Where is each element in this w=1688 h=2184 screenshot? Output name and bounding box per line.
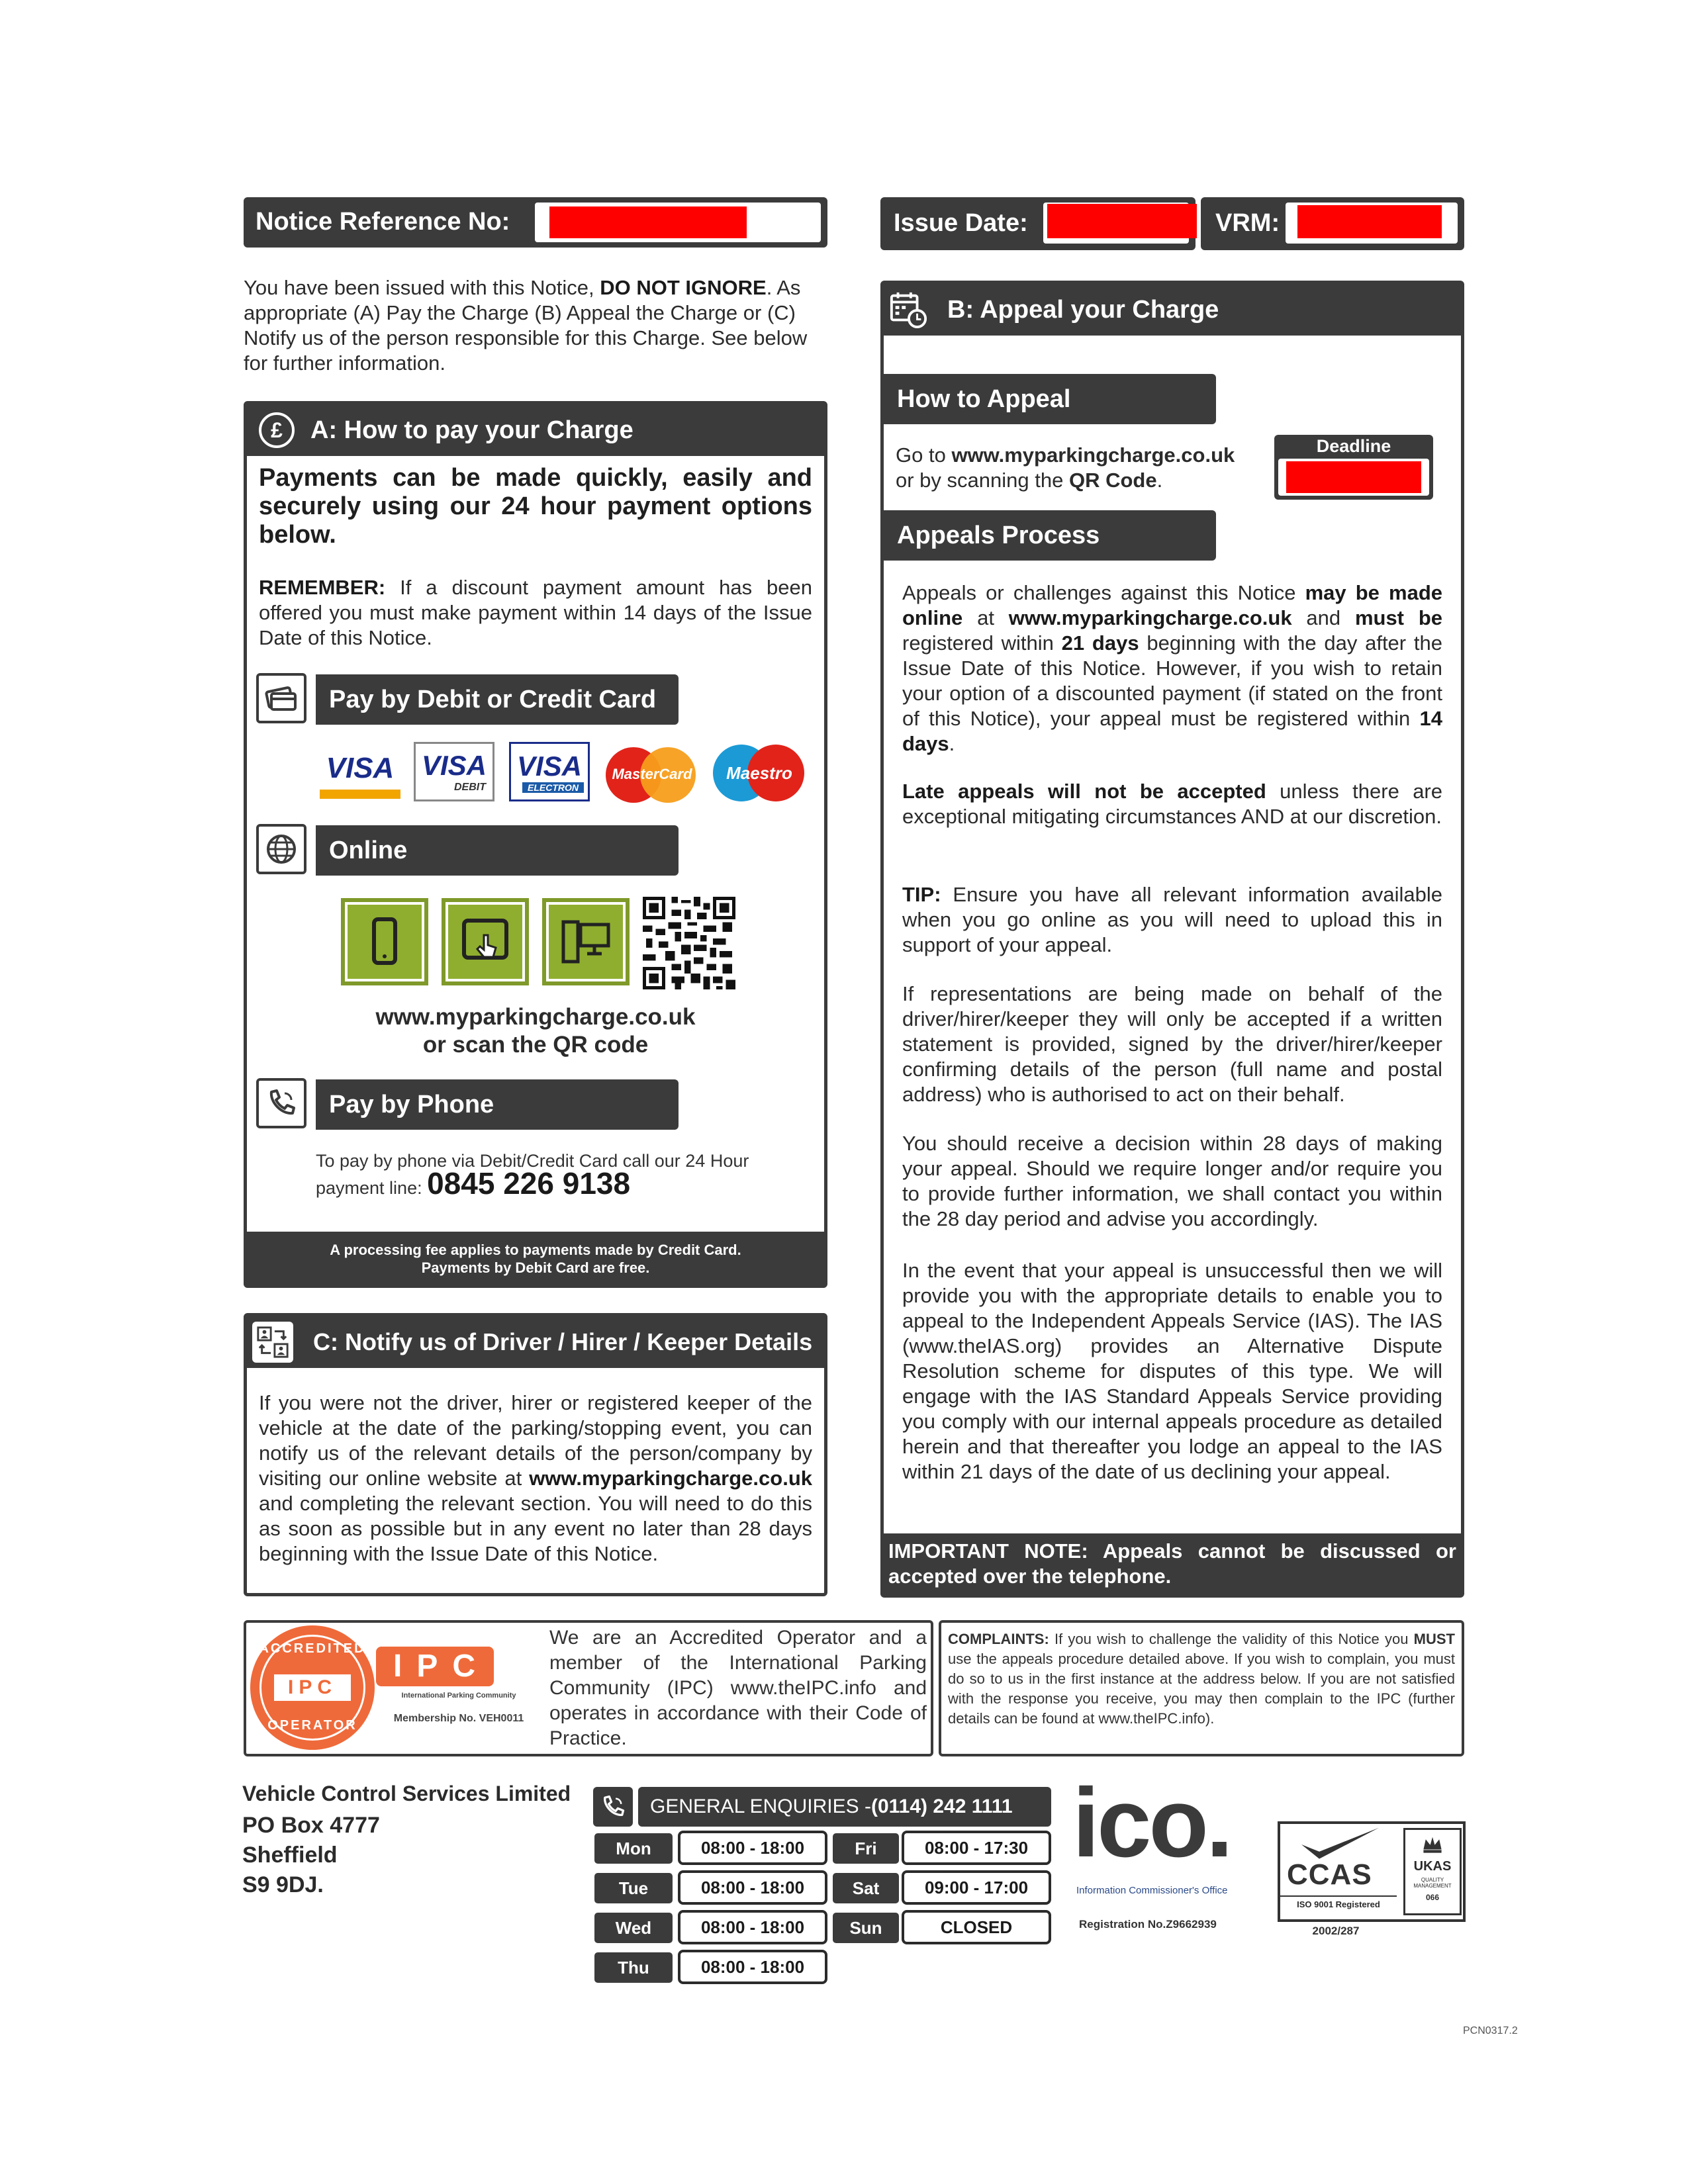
notice-reference-redaction	[549, 206, 747, 238]
address-line-1: PO Box 4777	[242, 1813, 380, 1838]
intro-text: You have been issued with this Notice, DO NOT IGNORE. As appropriate (A) Pay the Charge (B) Appeal the Charge or (C) Notify us of the person responsible for this Charge. See below for further information.	[244, 276, 808, 375]
online-title: Online	[329, 836, 408, 864]
appeals-process-header	[884, 510, 1216, 561]
visa-card-logo: VISA	[320, 747, 400, 799]
phone-icon-box	[256, 1078, 306, 1128]
vrm-label: VRM:	[1215, 209, 1280, 237]
appeals-paragraph-2: Late appeals will not be accepted unless there are exceptional mitigating circumstances AND at our discretion.	[902, 780, 1442, 828]
how-to-appeal-text: Go to www.myparkingcharge.co.uk or by scanning the QR Code.	[896, 443, 1235, 492]
hours-value-mon: 08:00 - 18:00	[678, 1831, 827, 1865]
section-c-notify	[244, 1313, 827, 1596]
ccas-cert-number: 2002/287	[1312, 1925, 1360, 1937]
hours-day-sun: Sun	[833, 1913, 899, 1943]
ccas-logo-area: CCAS	[1284, 1827, 1393, 1893]
phone-icon	[263, 1085, 299, 1121]
issue-date-label: Issue Date:	[894, 209, 1028, 237]
hours-day-sat: Sat	[833, 1873, 899, 1903]
form-code: PCN0317.2	[1463, 2025, 1518, 2036]
crown-icon	[1421, 1833, 1444, 1855]
hours-day-tue: Tue	[594, 1873, 673, 1903]
notice-reference-label: Notice Reference No:	[256, 208, 510, 236]
ico-registration: Registration No.Z9662939	[1079, 1918, 1217, 1931]
online-icon-box	[256, 824, 306, 874]
how-to-appeal-header	[884, 374, 1216, 424]
ico-subtitle: Information Commissioner's Office	[1076, 1885, 1228, 1896]
transfer-person-icon	[252, 1322, 293, 1363]
ico-logo: ico.	[1072, 1768, 1231, 1878]
tablet-device-tile	[442, 898, 529, 985]
section-c-text: If you were not the driver, hirer or registered keeper of the vehicle at the date of the parking/stopping event, you can notify us of the relevant details of the person/company by visiting our online website at www.myparkingcharge.co.uk and completing the relevant section. You will need to do this as soon as possible but in any event no later than 28 days beginning with the Issue Date of this Notice.	[259, 1391, 812, 1565]
phone-payment-text: To pay by phone via Debit/Credit Card call our 24 Hour payment line: 0845 226 9138	[316, 1151, 749, 1201]
qr-code	[643, 897, 735, 989]
hours-value-wed: 08:00 - 18:00	[678, 1910, 827, 1944]
globe-icon	[263, 831, 299, 867]
appeals-paragraph-6: In the event that your appeal is unsuccessful then we will provide you with the appropriate details to enable you to appeal to the Independent Appeals Service (IAS). The IAS (www.theIAS.org) provides an Alternative Dispute Resolution scheme for disputes of this type. We will engage with the IAS Standard Appeals Service providing you comply with our internal appeals procedure as detailed herein and that thereafter you lodge an appeal to the IAS within 21 days of the date of us declining your appeal.	[902, 1259, 1442, 1483]
ccas-iso: ISO 9001 Registered	[1280, 1895, 1397, 1909]
card-icon-box	[256, 673, 306, 723]
ukas-mark: UKAS QUALITY MANAGEMENT 066	[1403, 1828, 1462, 1915]
calendar-clock-icon	[889, 291, 927, 329]
section-b-title: B: Appeal your Charge	[947, 295, 1219, 324]
ipc-accreditation-box	[244, 1620, 933, 1756]
phone-payment-number: 0845 226 9138	[427, 1166, 631, 1201]
ipc-logo: IPC	[376, 1647, 532, 1686]
payment-lead: Payments can be made quickly, easily and securely using our 24 hour payment options below.	[259, 464, 812, 549]
processing-fee-bar	[244, 1232, 827, 1285]
appeals-paragraph-5: You should receive a decision within 28 days of making your appeal. Should we require longer and/or require you to provide further information, we shall contact you within the 28 day period and advise you accordingly.	[902, 1132, 1442, 1230]
section-c-title: C: Notify us of Driver / Hirer / Keeper Details	[313, 1328, 813, 1355]
pound-icon: £	[259, 412, 295, 448]
hours-day-fri: Fri	[833, 1833, 899, 1864]
company-name: Vehicle Control Services Limited	[242, 1782, 571, 1805]
processing-fee-line2: Payments by Debit Card are free.	[421, 1259, 650, 1276]
mastercard-logo: MasterCard	[606, 747, 698, 803]
hours-value-tue: 08:00 - 18:00	[678, 1870, 827, 1905]
ipc-text: We are an Accredited Operator and a member of the International Parking Community (IPC) www.theIPC.info and operates in accordance with their Code of Practice.	[549, 1627, 927, 1749]
issue-date-box	[880, 197, 1196, 250]
section-b-header	[884, 284, 1461, 336]
deadline-label: Deadline	[1316, 436, 1391, 456]
appeals-paragraph-4: If representations are being made on behalf of the driver/hirer/keeper they will only be accepted if a written statement is provided, signed by the driver/hirer/keeper confirming details of the person (full name and postal address) who is authorised to act on their behalf.	[902, 982, 1442, 1106]
credit-card-icon	[263, 680, 299, 716]
deadline-box	[1274, 435, 1433, 500]
phone-payment-title: Pay by Phone	[329, 1090, 494, 1118]
card-payment-title: Pay by Debit or Credit Card	[329, 685, 657, 713]
important-note-bar: IMPORTANT NOTE: Appeals cannot be discussed or accepted over the telephone.	[880, 1533, 1464, 1594]
hours-value-sun: CLOSED	[902, 1910, 1051, 1944]
section-a-pay	[244, 401, 827, 1288]
hours-day-wed: Wed	[594, 1913, 673, 1943]
complaints-text: COMPLAINTS: If you wish to challenge the validity of this Notice you MUST use the appeals procedure detailed above. If you wish to complain, you must do so to us in the first instance at the address below. If you are not satisfied with the response you receive, you may then complain to the IPC (further details can be found at www.theIPC.info).	[948, 1631, 1455, 1727]
how-to-appeal-url: www.myparkingcharge.co.uk	[951, 443, 1235, 467]
address-line-2: Sheffield	[242, 1843, 338, 1868]
visa-electron-logo: VISA ELECTRON	[509, 742, 590, 801]
enquiries-header	[593, 1787, 1051, 1827]
section-c-header	[247, 1316, 824, 1368]
ccas-check-icon	[1284, 1827, 1390, 1862]
section-c-url: www.myparkingcharge.co.uk	[529, 1467, 812, 1490]
enquiries-phone-number: (0114) 242 1111	[870, 1796, 1013, 1817]
online-scan-text: or scan the QR code	[422, 1032, 649, 1058]
ipc-logo-subtitle: International Parking Community	[401, 1692, 516, 1700]
desktop-device-tile	[542, 898, 630, 985]
ipc-membership-number: Membership No. VEH0011	[393, 1713, 524, 1724]
ipc-accredited-badge: ACCREDITED IPC OPERATOR	[250, 1625, 375, 1750]
enquiries-phone-icon	[593, 1787, 633, 1827]
hours-value-sat: 09:00 - 17:00	[902, 1870, 1051, 1905]
appeals-paragraph-1: Appeals or challenges against this Notice may be made online at www.myparkingcharge.co.uk and must be registered within 21 days beginning with the day after the Issue Date of this Notice. However, if you wish to retain your option of a discounted payment (if stated on the front of this Notice), your appeal must be registered within 14 days.	[902, 581, 1442, 755]
hours-value-fri: 08:00 - 17:30	[902, 1831, 1051, 1865]
phone-payment-header	[316, 1079, 679, 1130]
section-a-title: A: How to pay your Charge	[310, 416, 633, 444]
hours-day-mon: Mon	[594, 1833, 673, 1864]
processing-fee-line1: A processing fee applies to payments made by Credit Card.	[330, 1242, 741, 1258]
ccas-ukas-badge	[1278, 1821, 1466, 1922]
section-a-header	[247, 404, 824, 456]
hours-day-thu: Thu	[594, 1952, 673, 1983]
address-line-3: S9 9DJ.	[242, 1872, 324, 1897]
company-address	[242, 1782, 586, 1898]
notice-reference-box	[244, 197, 827, 248]
mobile-phone-icon	[358, 915, 411, 968]
online-header	[316, 825, 679, 876]
online-url: www.myparkingcharge.co.uk	[375, 1004, 696, 1030]
tablet-touch-icon	[459, 915, 512, 968]
vrm-redaction	[1297, 205, 1442, 238]
mobile-device-tile	[341, 898, 428, 985]
remember-text: REMEMBER: If a discount payment amount has been offered you must make payment within 14 days of the Issue Date of this Notice.	[259, 576, 812, 649]
enquiries-bar: GENERAL ENQUIRIES - (0114) 242 1111	[638, 1787, 1051, 1827]
maestro-logo: Maestro	[713, 745, 806, 804]
deadline-redaction	[1286, 461, 1421, 493]
how-to-appeal-title: How to Appeal	[897, 385, 1071, 413]
card-payment-header	[316, 674, 679, 725]
vrm-box	[1201, 197, 1464, 250]
hours-value-thu: 08:00 - 18:00	[678, 1950, 827, 1984]
complaints-box	[939, 1620, 1464, 1756]
visa-debit-logo: VISA DEBIT	[414, 742, 494, 801]
section-b-appeal	[880, 281, 1464, 1598]
appeals-process-title: Appeals Process	[897, 521, 1100, 549]
issue-date-redaction	[1047, 204, 1197, 238]
desktop-computer-icon	[559, 915, 612, 968]
appeals-paragraph-3: TIP: Ensure you have all relevant information available when you go online as you will need to upload this in support of your appeal.	[902, 883, 1442, 956]
